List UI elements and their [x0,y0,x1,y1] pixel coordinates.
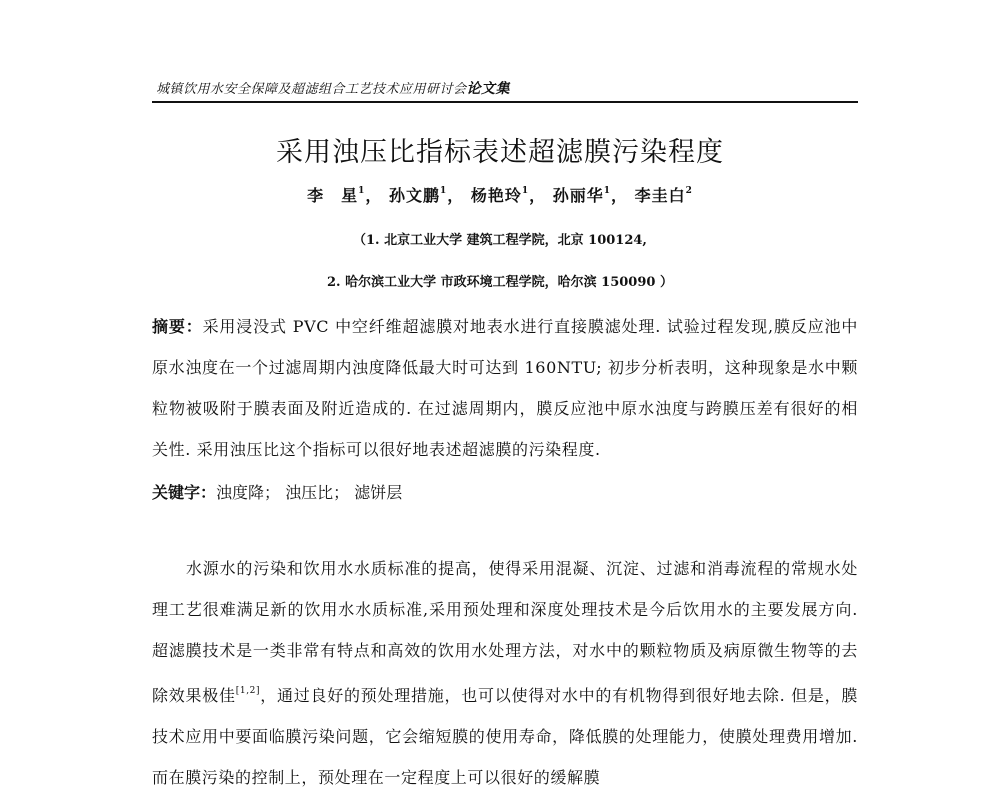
abstract [152,306,858,470]
author-list: 李 星$^1$， 孙文鹏$^1$， 杨艳玲$^1$， 孙丽华$^1$， 李圭白$^2$ [307,186,693,205]
running-head [156,78,510,98]
paper-title: 采用浊压比指标表述超滤膜污染程度 [276,137,724,168]
affiliation-1: （1. 北京工业大学 建筑工程学院，北京 100124, [353,233,647,248]
abstract-text: 采用浸没式 PVC 中空纤维超滤膜对地表水进行直接膜滤处理. 试验过程发现,膜反应池中原水浊度在一个过滤周期内浊度降低最大时可达到 160NTU; 初步分析表明，这种现象是水中颗粒物被吸附于膜表面及附近造成的. 在过滤周期内，膜反应池中原水浊度与跨膜压差有很好的相关性. 采用浊压比这个指标可以很好地表述超滤膜的污染程度. [152,317,858,459]
keywords [152,480,402,503]
author: 孙丽华$^1$ [552,186,612,205]
header-rule [152,101,858,103]
author: 李圭白$^2$ [634,186,693,205]
author: 杨艳玲$^1$ [470,186,530,205]
author: 李 星$^1$ [307,186,366,205]
running-head-emphasis: 论文集 [466,81,511,97]
keywords-text: 浊度降； 浊压比； 滤饼层 [216,483,403,502]
citation: [1,2] [235,686,261,696]
running-head-text: 城镇饮用水安全保障及超滤组合工艺技术应用研讨会 [156,82,467,97]
body-paragraph: 水源水的污染和饮用水水质标准的提高，使得采用混凝、沉淀、过滤和消毒流程的常规水处理工艺很难满足新的饮用水水质标准,采用预处理和深度处理技术是今后饮用水的主要发展方向. 超滤膜技术是一类非常有特点和高效的饮用水处理方法，对水中的颗粒物质及病原微生物等的去除效果极佳[1,2]，通过良好的预处理措施，也可以使得对水中的有机物得到很好地去除. 但是，膜技术应用中要面临膜污染问题，它会缩短膜的使用寿命，降低膜的处理能力，使膜处理费用增加. 而在膜污染的控制上，预处理在一定程度上可以很好的缓解膜 [152,559,858,787]
affiliation-2: 2. 哈尔滨工业大学 市政环境工程学院，哈尔滨 150090 ） [327,275,673,290]
keywords-label: 关键字： [152,483,217,502]
abstract-label: 摘要： [152,317,203,336]
author: 孙文鹏$^1$ [388,186,448,205]
